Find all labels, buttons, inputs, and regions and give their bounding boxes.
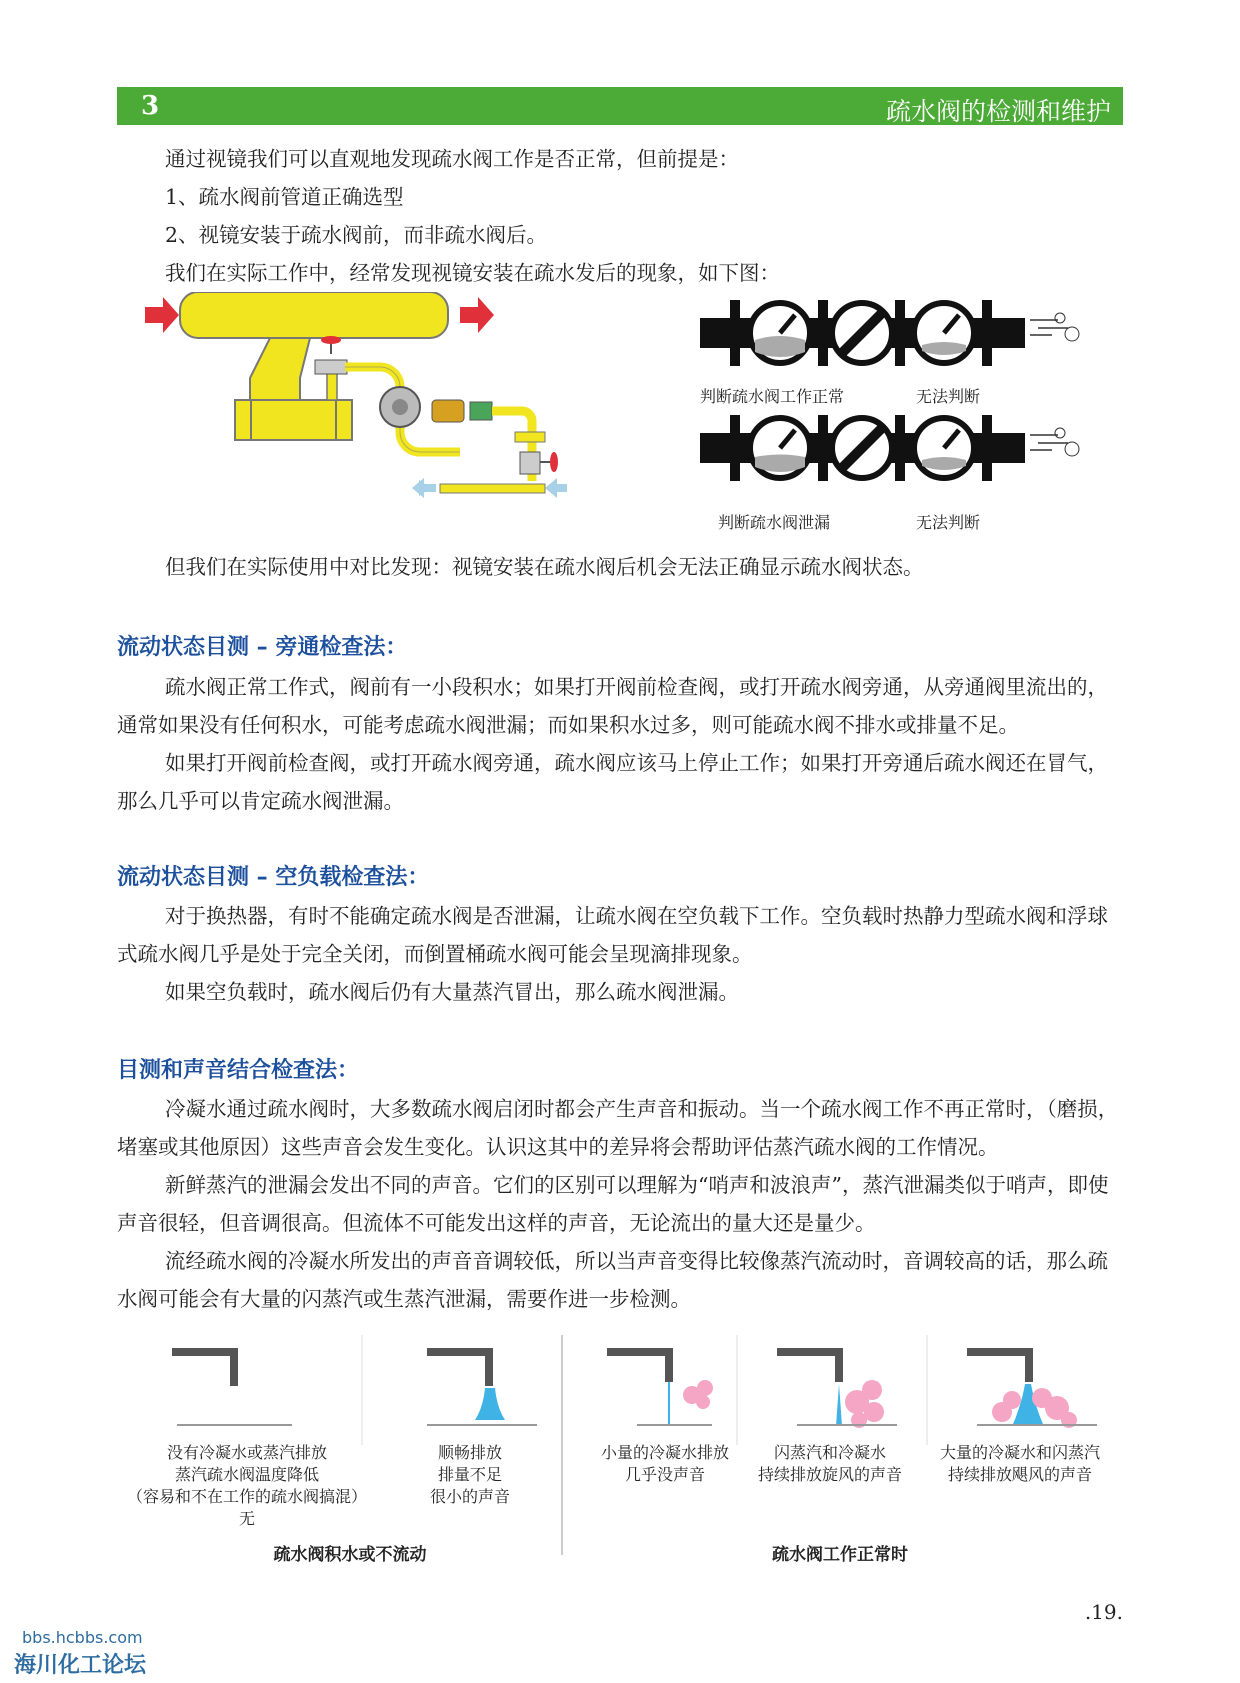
caption-line: 几乎没声音: [624, 1465, 705, 1484]
caption-smooth-discharge: [400, 1442, 540, 1508]
caption-line: 小量的冷凝水排放: [600, 1443, 729, 1462]
caption-row2-right: 无法判断: [916, 513, 981, 532]
caption-line: 很小的声音: [429, 1487, 510, 1506]
return-arrow-icon: [545, 478, 567, 498]
chapter-number: 3: [141, 91, 160, 121]
section1-paragraph-1: 疏水阀正常工作式，阀前有一小段积水；如果打开阀前检查阀，或打开疏水阀旁通，从旁通阀里流出的，通常如果没有任何积水，可能考虑疏水阀泄漏；而如果积水过多，则可能疏水阀不排水或排量不足。: [117, 675, 1108, 737]
caption-no-discharge: [117, 1442, 377, 1530]
sight-glass-row-1: [700, 300, 1079, 366]
caption-line: （容易和不在工作的疏水阀搞混）: [126, 1487, 367, 1506]
caption-row1-left: 判断疏水阀工作正常: [700, 387, 845, 406]
group-caption-stalled: 疏水阀积水或不流动: [273, 1545, 427, 1565]
caption-line: 没有冷凝水或蒸汽排放: [166, 1443, 327, 1462]
chapter-title: 疏水阀的检测和维护: [885, 97, 1111, 126]
section2-paragraph-2: 如果空负载时，疏水阀后仍有大量蒸汽冒出，那么疏水阀泄漏。: [165, 980, 739, 1004]
caption-small-discharge: [585, 1442, 745, 1486]
section-heading-visual-sound: 目测和声音结合检查法：: [117, 1058, 360, 1083]
intro-item-2: 2、视镜安装于疏水阀前，而非疏水阀后。: [165, 223, 548, 247]
caption-large-discharge: [925, 1442, 1115, 1486]
pipe-outlet-1: [172, 1352, 292, 1425]
group-caption-normal: 疏水阀工作正常时: [772, 1545, 908, 1565]
pipe-outlet-4: [777, 1352, 897, 1428]
section-heading-bypass: 流动状态目测 – 旁通检查法：: [117, 635, 408, 660]
section3-paragraph-3: 流经疏水阀的冷凝水所发出的声音音调较低，所以当声音变得比较像蒸汽流动时，音调较高的话，那么疏水阀可能会有大量的闪蒸汽或生蒸汽泄漏，需要作进一步检测。: [117, 1249, 1108, 1311]
caption-line: 持续排放旋风的声音: [757, 1465, 902, 1484]
comparison-paragraph: 但我们在实际使用中对比发现：视镜安装在疏水阀后机会无法正确显示疏水阀状态。: [165, 555, 924, 579]
caption-line: 排量不足: [437, 1465, 502, 1484]
pipe-leg: [250, 400, 336, 440]
section2-paragraph-1: 对于换热器，有时不能确定疏水阀是否泄漏，让疏水阀在空负载下工作。空负载时热静力型疏水阀和浮球式疏水阀几乎是处于完全关闭，而倒置桶疏水阀可能会呈现滴排现象。: [117, 904, 1108, 966]
inlet-arrow-icon: [145, 297, 179, 333]
pipe-outlet-2: [427, 1352, 537, 1425]
intro-paragraph-2: 我们在实际工作中，经常发现视镜安装在疏水发后的现象，如下图：: [165, 261, 780, 285]
pipe-outlet-3: [607, 1352, 713, 1425]
pipe-installation-diagram: [140, 292, 630, 537]
sight-glass-icon: [470, 402, 492, 420]
check-valve-handle-icon: [321, 336, 341, 344]
intro-item-1: 1、疏水阀前管道正确选型: [165, 185, 404, 209]
main-header-pipe: [180, 292, 448, 338]
caption-line: 蒸汽疏水阀温度降低: [174, 1465, 319, 1484]
section-heading-no-load: 流动状态目测 – 空负载检查法：: [117, 865, 430, 890]
page-number: .19.: [1084, 1600, 1123, 1624]
strainer-icon: [432, 400, 464, 422]
caption-line: 持续排放飓风的声音: [947, 1465, 1092, 1484]
bypass-valve-icon: [520, 452, 540, 474]
sight-glass-row-2: [700, 415, 1079, 481]
caption-line: 顺畅排放: [437, 1443, 502, 1462]
pipe-outlet-5: [967, 1352, 1097, 1428]
caption-line: 大量的冷凝水和闪蒸汽: [939, 1443, 1100, 1462]
caption-row1-right: 无法判断: [916, 387, 981, 406]
section3-paragraph-1: 冷凝水通过疏水阀时，大多数疏水阀启闭时都会产生声音和振动。当一个疏水阀工作不再正常时，（磨损，堵塞或其他原因）这些声音会发生变化。认识这其中的差异将会帮助评估蒸汽疏水阀的工作情况。: [117, 1097, 1119, 1159]
caption-flash-steam: [745, 1442, 915, 1486]
watermark-url: bbs.hcbbs.com: [22, 1628, 143, 1647]
caption-row2-left: 判断疏水阀泄漏: [718, 513, 831, 532]
intro-paragraph: 通过视镜我们可以直观地发现疏水阀工作是否正常，但前提是：: [165, 147, 739, 171]
section3-paragraph-2: 新鲜蒸汽的泄漏会发出不同的声音。它们的区别可以理解为“哨声和波浪声”，蒸汽泄漏类似于哨声，即使声音很轻，但音调很高。但流体不可能发出这样的声音，无论流出的量大还是量少。: [117, 1173, 1109, 1235]
chapter-header: [117, 87, 1123, 125]
section1-paragraph-2: 如果打开阀前检查阀，或打开疏水阀旁通，疏水阀应该马上停止工作；如果打开旁通后疏水阀还在冒气，那么几乎可以肯定疏水阀泄漏。: [117, 751, 1108, 813]
caption-line: 闪蒸汽和冷凝水: [773, 1443, 886, 1462]
caption-line: 无: [238, 1509, 255, 1528]
outlet-arrow-icon: [460, 297, 494, 333]
watermark-name: 海川化工论坛: [14, 1653, 147, 1678]
